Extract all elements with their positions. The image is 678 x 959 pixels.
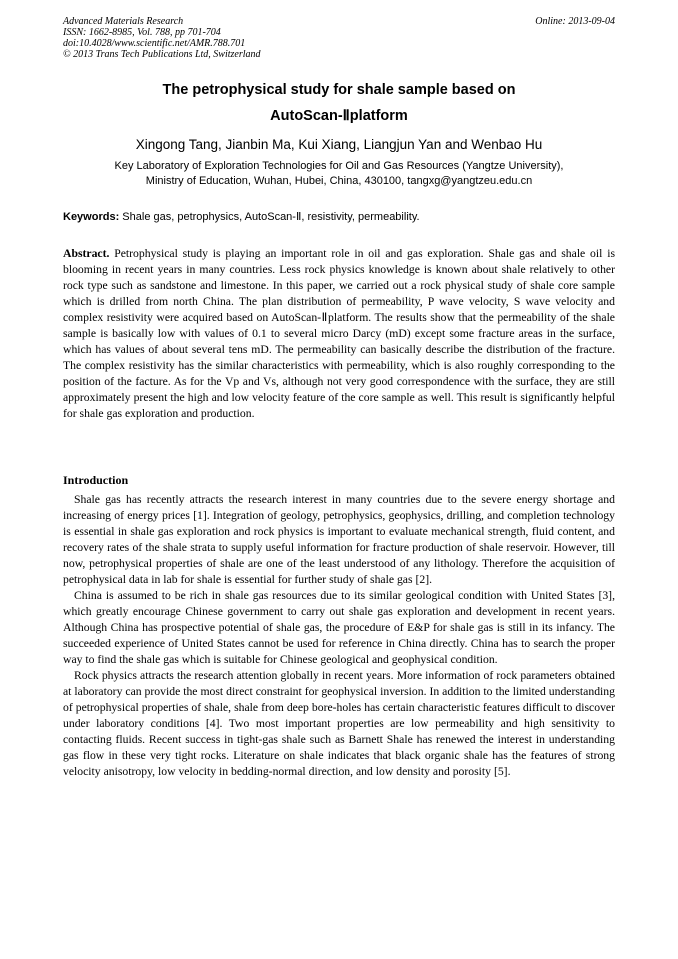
- journal-header: [63, 16, 615, 60]
- author-list: Xingong Tang, Jianbin Ma, Kui Xiang, Liangjun Yan and Wenbao Hu: [135, 137, 543, 152]
- keywords-label: Keywords:: [63, 211, 120, 223]
- affiliation: [0, 159, 678, 189]
- keywords-text: Shale gas, petrophysics, AutoScan-Ⅱ, resistivity, permeability.: [119, 211, 420, 223]
- paper-title-line1: The petrophysical study for shale sample based on: [162, 82, 516, 98]
- abstract: [63, 246, 615, 422]
- abstract-text: Petrophysical study is playing an important role in oil and gas exploration. Shale gas and shale oil is blooming in recent years in many countries. Less rock physics knowledge is known about shale relatively to other rock type such as sandstone and limestone. In this paper, we carried out a rock physical study of shale core sample which is drilled from north China. The plan distribution of permeability, P wave velocity, S wave velocity and complex resistivity were acquired based on AutoScan-Ⅱplatform. The results show that the permeability of the shale sample is basically low with values of 0.1 to several micro Darcy (mD) except some fracture areas in the surface, which has values of about several tens mD. The permeability can basically describe the distribution of the fracture. The complex resistivity has the similar characteristics with permeability, which is also roughly corresponding to the position of the facture. As for the Vp and Vs, although not very good correspondence with the surface, they are still approximately present the high and low velocity feature of the core sample as well. This result is significantly helpful for shale gas exploration and production.: [63, 247, 615, 420]
- intro-paragraph: China is assumed to be rich in shale gas resources due to its similar geological condition with United States [3], which greatly encourage Chinese government to carry out shale gas exploration and development in recent years. Although China has prospective potential of shale gas, the procedure of E&P for shale gas is still in its infancy. The succeeded experience of United States cannot be used for reference in China directly. China has to search the proper way to find the shale gas which is suitable for Chinese geological and geophysical condition.: [63, 589, 615, 666]
- affiliation-line2: Ministry of Education, Wuhan, Hubei, China, 430100, tangxg@yangtzeu.edu.cn: [145, 175, 533, 187]
- intro-paragraph: Rock physics attracts the research attention globally in recent years. More information of rock parameters obtained at laboratory can provide the most direct constraint for geophysical inversion. In addition to the limited understanding of petrophysical properties of shale, shale from deep bore-holes has certain characteristic features difficult to discover under laboratory conditions [4]. Two most important properties are low permeability and high sensitivity to contacting fluids. Recent success in tight-gas shale such as Barnett Shale has renewed the interest in understanding gas flow in these very tight rocks. Literature on shale indicates that black organic shale has the features of strong velocity anisotropy, low velocity in bedding-normal direction, and low density and porosity [5].: [63, 669, 615, 778]
- online-date: Online: 2013-09-04: [535, 16, 615, 27]
- keywords: [63, 210, 615, 224]
- affiliation-line1: Key Laboratory of Exploration Technologies for Oil and Gas Resources (Yangtze University),: [114, 160, 564, 172]
- introduction-body: [63, 492, 615, 780]
- issn-line: ISSN: 1662-8985, Vol. 788, pp 701-704: [63, 27, 221, 38]
- intro-paragraph: Shale gas has recently attracts the research interest in many countries due to the severe energy shortage and increasing of energy prices [1]. Integration of geology, petrophysics, geophysics, drilling, and completion technology is essential in shale gas exploration and rock physics is important to evaluate mechanical strength, fluid content, and recovery rates of the shale strata to supply useful information for fracture production of shale reservoir. However, till now, petrophysical properties of shale are one of the least understood of any lithology. Therefore the acquisition of petrophysical data in lab for shale is essential for further study of shale gas [2].: [63, 493, 615, 586]
- doi-line: doi:10.4028/www.scientific.net/AMR.788.701: [63, 38, 246, 49]
- section-heading-introduction: Introduction: [63, 473, 129, 487]
- abstract-label: Abstract.: [63, 247, 110, 260]
- copyright-line: © 2013 Trans Tech Publications Ltd, Switzerland: [63, 49, 261, 60]
- paper-title-line2: AutoScan-Ⅱplatform: [270, 108, 408, 124]
- journal-name: Advanced Materials Research: [63, 16, 184, 27]
